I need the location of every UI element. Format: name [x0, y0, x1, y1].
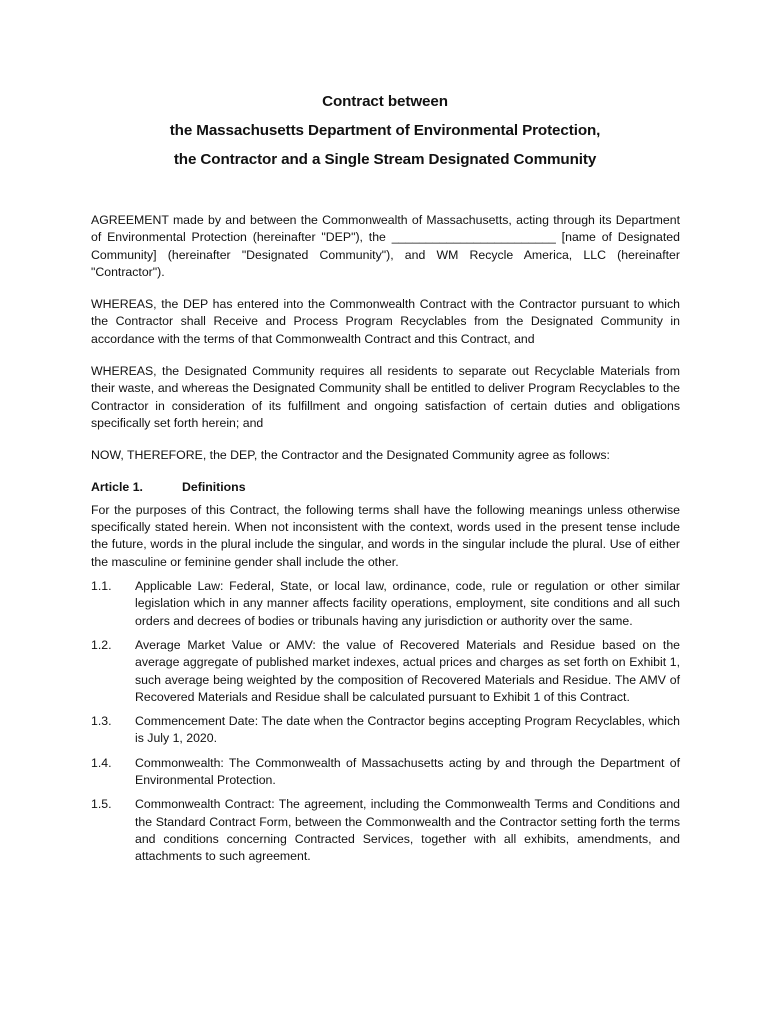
definition-item [91, 796, 680, 865]
title-line-3: the Contractor and a Single Stream Designated Community [173, 151, 597, 168]
definition-item [91, 578, 680, 630]
definition-text: Average Market Value or AMV: the value of Recovered Materials and Residue based on the average aggregate of published market indexes, actual prices and charges as set forth on Exhibit 1, such average being weighted by the composition of Recovered Materials and Residue. The AMV of Recovered Materials and Residue shall be calculated pursuant to Exhibit 1 of this Contract. [135, 637, 680, 704]
article-title: Definitions [182, 479, 246, 494]
definition-number: 1.3. [91, 714, 112, 729]
title-line-2: the Massachusetts Department of Environmental Protection, [169, 122, 601, 139]
definition-text: Commonwealth: The Commonwealth of Massachusetts acting by and through the Department of Environmental Protection. [135, 755, 680, 788]
definition-number: 1.4. [91, 755, 112, 770]
title-line-1: Contract between [322, 93, 448, 110]
definition-number: 1.5. [91, 797, 112, 812]
whereas-paragraph-1: WHEREAS, the DEP has entered into the Commonwealth Contract with the Contractor pursuant to which the Contractor shall Receive and Process Program Recyclables from the Designated Community in accordance with the terms of that Commonwealth Contract and this Contract, and [91, 297, 680, 346]
definitions-intro: For the purposes of this Contract, the following terms shall have the following meanings unless otherwise specifically stated herein. When not inconsistent with the context, words used in the present tense include the future, words in the plural include the singular, and words in the singular include the plural. Use of either the masculine or feminine gender shall include the other. [91, 502, 680, 569]
definition-number: 1.1. [91, 579, 112, 594]
agreement-paragraph: AGREEMENT made by and between the Commonwealth of Massachusetts, acting through its Department of Environmental Protection (hereinafter "DEP"), the ________________________ [name of Designated Community] (hereinafter "Designated Community"), and WM Recycle America, LLC (hereinafter "Contractor"). [91, 213, 680, 279]
contract-body [91, 212, 680, 873]
definition-text: Commonwealth Contract: The agreement, including the Commonwealth Terms and Conditions and the Standard Contract Form, between the Commonwealth and the Contractor setting forth the terms and conditions concerning Contracted Services, together with all exhibits, amendments, and attachments to such agreement. [135, 797, 680, 864]
definition-item [91, 755, 680, 790]
definition-text: Applicable Law: Federal, State, or local law, ordinance, code, rule or regulation or other similar legislation which in any manner affects facility operations, employment, site conditions and all such orders and decrees of bodies or tribunals having any jurisdiction or authority over the same. [135, 579, 680, 628]
definition-item [91, 637, 680, 706]
article-1-heading [91, 479, 680, 496]
definition-item [91, 713, 680, 748]
definition-text: Commencement Date: The date when the Contractor begins accepting Program Recyclables, which is July 1, 2020. [135, 714, 680, 746]
definition-number: 1.2. [91, 637, 112, 652]
now-therefore-paragraph: NOW, THEREFORE, the DEP, the Contractor and the Designated Community agree as follows: [91, 448, 610, 463]
article-number: Article 1. [91, 479, 143, 494]
whereas-paragraph-2: WHEREAS, the Designated Community requires all residents to separate out Recyclable Materials from their waste, and whereas the Designated Community shall be entitled to deliver Program Recyclables to the Contractor in consideration of its fulfillment and ongoing satisfaction of certain duties and obligations specifically set forth herein; and [91, 364, 680, 430]
contract-title [0, 92, 770, 179]
